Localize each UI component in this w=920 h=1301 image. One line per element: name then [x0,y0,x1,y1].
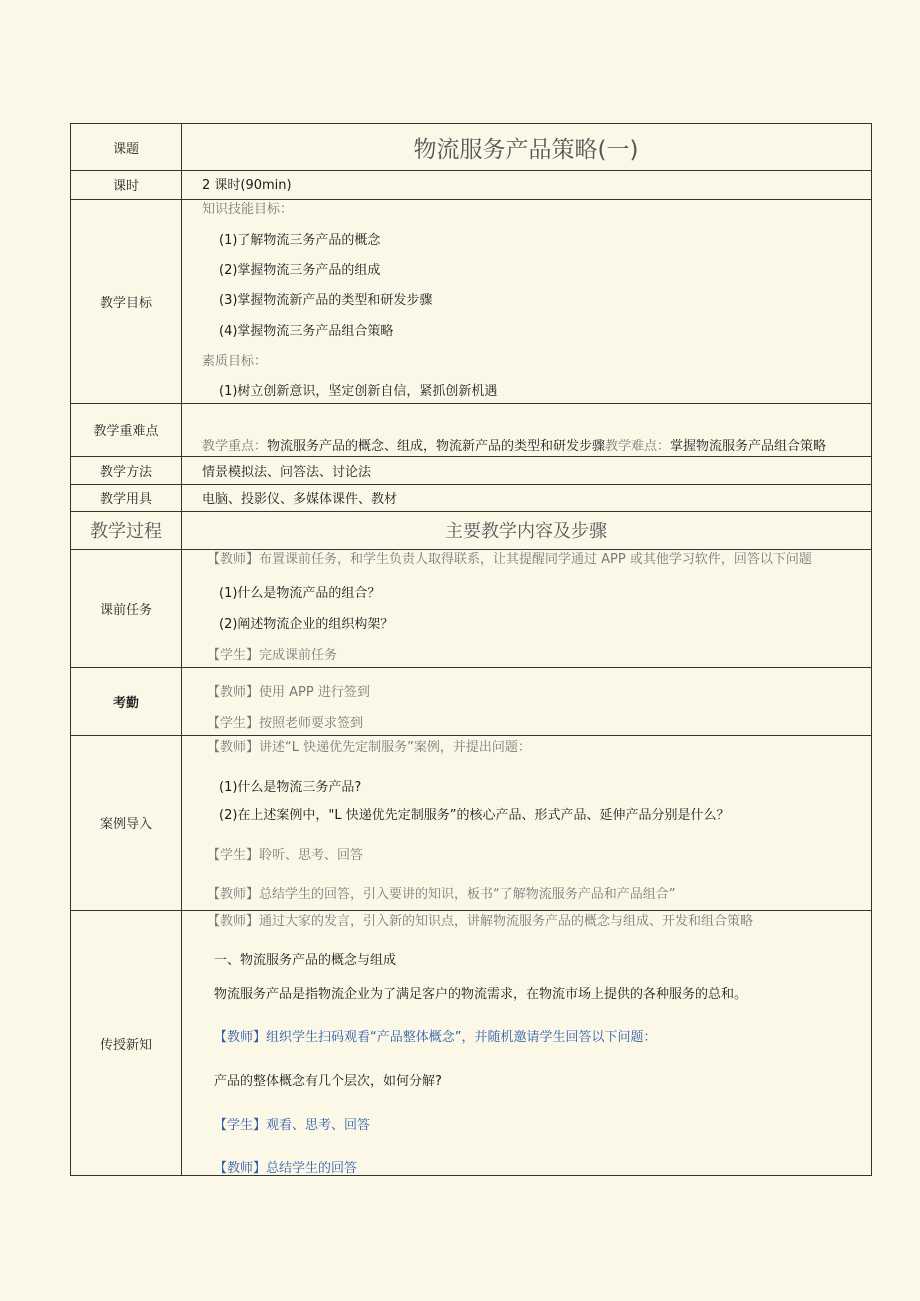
attendance-line: 【教师】使用 APP 进行签到 [207,685,370,700]
lesson-plan-table [70,123,872,1176]
quality-title: 素质目标： [202,354,268,369]
newknowledge-line: 【教师】组织学生扫码观看“产品整体概念”，并随机邀请学生回答以下问题： [214,1030,657,1045]
topic-label: 课题 [112,141,139,157]
process-header-right: 主要教学内容及步骤 [445,521,607,542]
newknowledge-line: 【教师】通过大家的发言，引入新的知识点，讲解物流服务产品的概念与组成、开发和组合策略 [207,914,754,929]
newknowledge-line: 一、物流服务产品的概念与组成 [214,953,397,968]
case-line: 【学生】聆听、思考、回答 [207,848,364,863]
keypoints-label: 教学重难点 [93,424,159,439]
row-divider [71,910,871,911]
newknowledge-line: 产品的整体概念有几个层次，如何分解? [214,1074,442,1089]
newknowledge-line: 物流服务产品是指物流企业为了满足客户的物流需求，在物流市场上提供的各种服务的总和。 [214,987,748,1002]
row-divider [71,170,871,171]
tools-value: 电脑、投影仪、多媒体课件、教材 [202,492,398,507]
knowledge-item: (2)掌握物流三务产品的组成 [219,263,381,278]
column-divider [181,124,182,1175]
difficulty-prefix: 教学难点： [605,439,671,454]
newknowledge-line: 【教师】总结学生的回答 [214,1161,358,1176]
case-line: 【教师】总结学生的回答，引入要讲的知识，板书“了解物流服务产品和产品组合” [207,887,676,902]
preclass-line: (2)阐述物流企业的组织构架？ [219,617,394,632]
case-line: 【教师】讲述“L 快递优先定制服务”案例，并提出问题： [207,740,531,755]
row-divider [71,484,871,485]
knowledge-item: (3)掌握物流新产品的类型和研发步骤 [219,293,433,308]
row-divider [71,735,871,736]
method-label: 教学方法 [99,464,152,480]
preclass-label: 课前任务 [99,602,152,618]
preclass-line: 【学生】完成课前任务 [207,648,338,663]
keypoints-text [202,439,826,455]
newknowledge-line: 【学生】观看、思考、回答 [214,1118,371,1133]
row-divider [71,549,871,550]
key-text: 物流服务产品的概念、组成，物流新产品的类型和研发步骤 [267,439,606,454]
attendance-line: 【学生】按照老师要求签到 [207,716,364,731]
page-title: 物流服务产品策略(一) [413,136,639,163]
objectives-label: 教学目标 [99,295,152,311]
key-prefix: 教学重点： [202,439,268,454]
newknowledge-label: 传授新知 [99,1038,152,1053]
row-divider [71,199,871,200]
knowledge-title: 知识技能目标： [202,202,294,217]
quality-item: (1)树立创新意识，坚定创新自信，紧抓创新机遇 [219,384,498,399]
case-line: (2)在上述案例中，"L 快递优先定制服务”的核心产品、形式产品、延伸产品分别是什么？ [219,808,730,823]
attendance-label: 考勤 [112,695,139,711]
hours-label: 课时 [112,179,139,194]
knowledge-item: (4)掌握物流三务产品组合策略 [219,324,394,339]
process-header-left: 教学过程 [90,521,162,542]
hours-value: 2 课时(90min) [202,178,292,193]
row-divider [71,667,871,668]
row-divider [71,403,871,404]
row-divider [71,456,871,457]
tools-label: 教学用具 [99,492,152,507]
difficulty-text: 掌握物流服务产品组合策略 [670,439,827,454]
case-label: 案例导入 [99,817,152,832]
method-value: 情景模拟法、问答法、讨论法 [202,465,372,480]
preclass-line: (1)什么是物流产品的组合？ [219,586,381,601]
case-line: (1)什么是物流三务产品? [219,780,362,795]
preclass-line: 【教师】布置课前任务，和学生负责人取得联系，让其提醒同学通过 APP 或其他学习软件，回答以下问题 [207,552,812,567]
knowledge-item: (1)了解物流三务产品的概念 [219,233,381,248]
